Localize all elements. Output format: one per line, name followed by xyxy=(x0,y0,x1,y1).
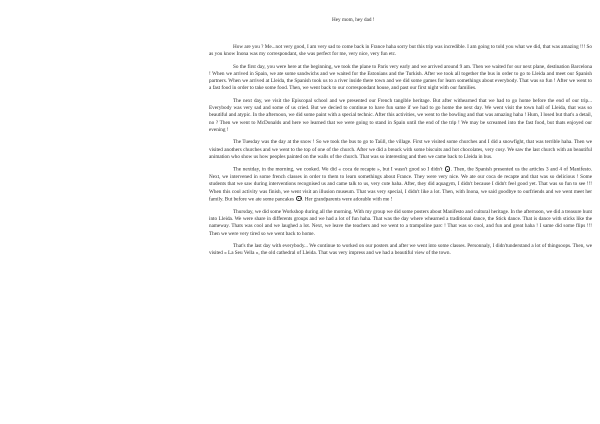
letter-greeting: Hey mom, hey dad ! xyxy=(332,17,375,23)
paragraph-last-day: That's the last day with everybody... We continue to worked on our posters and after we went into some classes. Personnaly, I didn'tunderstand a lot of thingsoops. Then, we visited « La Seu Vella », the old cathedral of Lleida. That was very impress and we had a beautiful view of the town. xyxy=(209,243,592,257)
paragraph-cooking-text-1: The nextday, in the morning, we cooked. We did « coca de recapte », but I wasn't good so I didn't xyxy=(233,167,443,173)
paragraph-cooking-text-2: . Then, the Spanish presented us the articles 3 and 4 of Manifesto. Next, we intervened in some french classes in order to them to learn somethings about France. They were very nice. We ate our coca de recapte and that was so delicious ! Some students that we saw during interventions recognised us and came talk to us, very cute haha. After, they did aquagym, I didn't because I didn't feel good yet. That was so fun to see !!! When this cool activity was finish, we went visit an illusion museum. That was very special, I didn't like a lot. Then, with Inona, we said goodbye to ourfriends and we went meet her family. But before we ate some pancakes xyxy=(209,167,593,203)
paragraph-thursday: Thursday, we did some Workshop during all the morning. With my group we did some posters about Manifesto and cultural heritage. In the afternoon, we did a treasure hunt into Lleida. We were share in differents groups and we had a lot of fun haha. That was the day where whearned a traditional dance, the Stick dance. That is dance with sticks like the nameway. Thats was cool and we laughed a lot. Next, we leave the teachers and we went to a trampoline parc ! That was so cool, and fun and great haha ! I same did some flips !!! Then we were very tired so we went back to home. xyxy=(209,209,593,237)
letter-paragraphs xyxy=(209,44,592,263)
paragraph-tuesday: The Tuesday was the day at the snow ! So we took the bus to go to Taüll, the village. First we visited some churches and I did a snowfight, that was terrible haha. Then we visited anothers churches and we went to the top of one of the church. After we did a breack with some biscuits and hot chocolates, very cosy. We saw the last church with an beautiful animation who show us how peoples painted on the walls of the church. That was so interesting and then we came back to Lleida in bus. xyxy=(209,139,592,160)
paragraph-next-day: The next day, we visit the Episcopal school and we presented our French tangible heritage. But after withearned that we had to go home before the end of our trip... Everybody was very sad and some of us cried. But we decied to continue to have fun same if we had to go home the next day. We went visit the town hall of Lleida, that was so beautiful and atypic. In the afternoon, we did some paint with a special technic. After this activities, we went to the bowling and that was amazing haha ! Hum, I losed but that's a detail, no ? Then we went to McDonalds and here we learned that we were going to stand in Spain until the end of the trip ! We may be screamed into the fast food, but thats enjoyed our evening ! xyxy=(209,98,592,133)
paragraph-cooking-day xyxy=(209,166,592,203)
paragraph-first-day: So the first day, you were here at the beginning, we took the plane to Paris very early and we arrived around 9 am. Then we waited for our next plane, destination Barcelona ! When we arrived in Spain, we ate some sandwichs and we waited for the Estonians and the Turkish. After we took all together the bus in order to go to Lleida and meet our Spanish partners. When we arrived at Lleida, the Spanish took us to a river inside there town and we did some games for learn somethings about everybody. That was so fun ! After we went to a fast food in order to take some food. Then, we went back to our correspondant house, and past our first night with our families. xyxy=(209,63,592,92)
paragraph-intro: How are you ? Me...not very good, I am very sad to come back in France haha sorry but this trip was incredible. I am going to told you what we did, that was amazing !!! So as you know Inona was my correspondant, she was perfect for me, very nice, very fun etc. xyxy=(209,44,592,58)
smiley-icon xyxy=(296,196,302,202)
paragraph-cooking-text-3: . Her grandparents were adorable with me ! xyxy=(302,196,393,203)
smiley-icon xyxy=(445,166,451,172)
